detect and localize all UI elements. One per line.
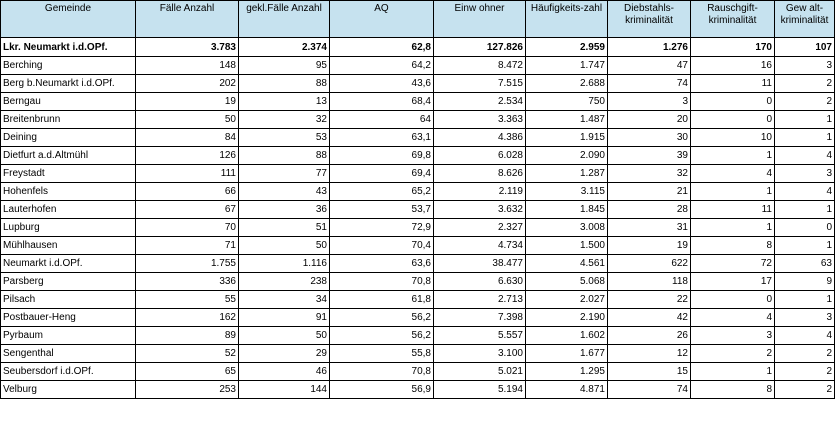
value-cell: 1.845 [526,201,608,219]
value-cell: 8.472 [434,57,526,75]
value-cell: 69,4 [330,165,434,183]
value-cell: 2.027 [526,291,608,309]
value-cell: 1.755 [136,255,239,273]
value-cell: 72,9 [330,219,434,237]
gemeinde-cell: Deining [1,129,136,147]
value-cell: 1.487 [526,111,608,129]
table-row [1,111,835,129]
value-cell: 63,6 [330,255,434,273]
value-cell: 2.959 [526,38,608,57]
value-cell: 202 [136,75,239,93]
table-row [1,309,835,327]
table-row [1,57,835,75]
value-cell: 72 [691,255,775,273]
value-cell: 51 [239,219,330,237]
table-row [1,327,835,345]
header-einwohner: Einw ohner [434,1,526,38]
value-cell: 3 [775,309,835,327]
value-cell: 21 [608,183,691,201]
value-cell: 2.119 [434,183,526,201]
table-row [1,201,835,219]
value-cell: 30 [608,129,691,147]
value-cell: 3.100 [434,345,526,363]
value-cell: 1.276 [608,38,691,57]
table-row [1,345,835,363]
value-cell: 3 [775,165,835,183]
value-cell: 70,8 [330,363,434,381]
value-cell: 43 [239,183,330,201]
value-cell: 77 [239,165,330,183]
value-cell: 4 [775,183,835,201]
gemeinde-cell: Lupburg [1,219,136,237]
value-cell: 89 [136,327,239,345]
value-cell: 2 [775,93,835,111]
value-cell: 5.021 [434,363,526,381]
value-cell: 1 [691,183,775,201]
value-cell: 1.500 [526,237,608,255]
value-cell: 3.115 [526,183,608,201]
value-cell: 1.116 [239,255,330,273]
value-cell: 3 [691,327,775,345]
header-rauschgiftkriminalitaet: Rauschgift-kriminalität [691,1,775,38]
value-cell: 107 [775,38,835,57]
value-cell: 63,1 [330,129,434,147]
gemeinde-cell: Dietfurt a.d.Altmühl [1,147,136,165]
value-cell: 2.534 [434,93,526,111]
value-cell: 2.713 [434,291,526,309]
table-row [1,219,835,237]
value-cell: 750 [526,93,608,111]
table-row [1,237,835,255]
value-cell: 56,2 [330,327,434,345]
gemeinde-cell: Freystadt [1,165,136,183]
value-cell: 34 [239,291,330,309]
value-cell: 42 [608,309,691,327]
value-cell: 111 [136,165,239,183]
value-cell: 66 [136,183,239,201]
header-haeufigkeitszahl: Häufigkeits-zahl [526,1,608,38]
value-cell: 1.747 [526,57,608,75]
value-cell: 336 [136,273,239,291]
value-cell: 3.632 [434,201,526,219]
header-row [1,1,835,38]
table-row [1,363,835,381]
value-cell: 1 [775,111,835,129]
value-cell: 70,4 [330,237,434,255]
value-cell: 7.515 [434,75,526,93]
value-cell: 64 [330,111,434,129]
value-cell: 95 [239,57,330,75]
table-row [1,381,835,399]
value-cell: 10 [691,129,775,147]
value-cell: 36 [239,201,330,219]
value-cell: 1 [775,237,835,255]
value-cell: 31 [608,219,691,237]
value-cell: 3 [608,93,691,111]
value-cell: 65 [136,363,239,381]
value-cell: 4 [691,165,775,183]
value-cell: 62,8 [330,38,434,57]
value-cell: 32 [239,111,330,129]
value-cell: 88 [239,75,330,93]
value-cell: 2 [775,75,835,93]
value-cell: 4.871 [526,381,608,399]
gemeinde-cell: Breitenbrunn [1,111,136,129]
value-cell: 50 [239,237,330,255]
value-cell: 1.287 [526,165,608,183]
value-cell: 65,2 [330,183,434,201]
value-cell: 46 [239,363,330,381]
value-cell: 9 [775,273,835,291]
value-cell: 55 [136,291,239,309]
value-cell: 2 [775,363,835,381]
value-cell: 29 [239,345,330,363]
value-cell: 1 [691,147,775,165]
gemeinde-cell: Parsberg [1,273,136,291]
value-cell: 170 [691,38,775,57]
gemeinde-cell: Berngau [1,93,136,111]
value-cell: 162 [136,309,239,327]
table-row [1,183,835,201]
value-cell: 8 [691,237,775,255]
header-gekl-faelle-anzahl: gekl.Fälle Anzahl [239,1,330,38]
table-row [1,147,835,165]
value-cell: 0 [691,93,775,111]
value-cell: 4.386 [434,129,526,147]
header-faelle-anzahl: Fälle Anzahl [136,1,239,38]
gemeinde-cell: Lkr. Neumarkt i.d.OPf. [1,38,136,57]
header-gemeinde: Gemeinde [1,1,136,38]
value-cell: 67 [136,201,239,219]
value-cell: 0 [691,111,775,129]
value-cell: 5.068 [526,273,608,291]
value-cell: 1 [775,129,835,147]
value-cell: 91 [239,309,330,327]
value-cell: 88 [239,147,330,165]
table-row-total [1,38,835,57]
value-cell: 2 [691,345,775,363]
gemeinde-cell: Lauterhofen [1,201,136,219]
value-cell: 68,4 [330,93,434,111]
value-cell: 2 [775,345,835,363]
gemeinde-cell: Velburg [1,381,136,399]
value-cell: 7.398 [434,309,526,327]
value-cell: 3.783 [136,38,239,57]
value-cell: 26 [608,327,691,345]
value-cell: 0 [691,291,775,309]
value-cell: 126 [136,147,239,165]
header-gewaltkriminalitaet: Gew alt-kriminalität [775,1,835,38]
table-row [1,129,835,147]
value-cell: 127.826 [434,38,526,57]
value-cell: 4.561 [526,255,608,273]
value-cell: 61,8 [330,291,434,309]
value-cell: 253 [136,381,239,399]
value-cell: 622 [608,255,691,273]
value-cell: 12 [608,345,691,363]
value-cell: 2 [775,381,835,399]
value-cell: 238 [239,273,330,291]
value-cell: 84 [136,129,239,147]
value-cell: 47 [608,57,691,75]
table-row [1,291,835,309]
value-cell: 3.008 [526,219,608,237]
gemeinde-cell: Hohenfels [1,183,136,201]
value-cell: 11 [691,201,775,219]
value-cell: 64,2 [330,57,434,75]
value-cell: 53,7 [330,201,434,219]
value-cell: 43,6 [330,75,434,93]
value-cell: 2.090 [526,147,608,165]
value-cell: 4.734 [434,237,526,255]
value-cell: 74 [608,381,691,399]
value-cell: 1 [691,363,775,381]
value-cell: 144 [239,381,330,399]
table-row [1,273,835,291]
value-cell: 1 [775,201,835,219]
value-cell: 2.374 [239,38,330,57]
gemeinde-cell: Neumarkt i.d.OPf. [1,255,136,273]
value-cell: 6.028 [434,147,526,165]
value-cell: 1 [775,291,835,309]
value-cell: 20 [608,111,691,129]
value-cell: 56,2 [330,309,434,327]
value-cell: 56,9 [330,381,434,399]
gemeinde-cell: Seubersdorf i.d.OPf. [1,363,136,381]
value-cell: 17 [691,273,775,291]
value-cell: 3 [775,57,835,75]
value-cell: 50 [136,111,239,129]
value-cell: 32 [608,165,691,183]
gemeinde-cell: Pyrbaum [1,327,136,345]
value-cell: 74 [608,75,691,93]
header-diebstahlskriminalitaet: Diebstahls-kriminalität [608,1,691,38]
value-cell: 1.295 [526,363,608,381]
value-cell: 2.190 [526,309,608,327]
value-cell: 70,8 [330,273,434,291]
gemeinde-cell: Berg b.Neumarkt i.d.OPf. [1,75,136,93]
value-cell: 1.915 [526,129,608,147]
value-cell: 19 [136,93,239,111]
value-cell: 3.363 [434,111,526,129]
value-cell: 148 [136,57,239,75]
value-cell: 4 [691,309,775,327]
value-cell: 13 [239,93,330,111]
value-cell: 8.626 [434,165,526,183]
value-cell: 53 [239,129,330,147]
value-cell: 16 [691,57,775,75]
value-cell: 1.677 [526,345,608,363]
value-cell: 1 [691,219,775,237]
table-body [1,38,835,399]
value-cell: 1.602 [526,327,608,345]
value-cell: 2.688 [526,75,608,93]
value-cell: 22 [608,291,691,309]
value-cell: 55,8 [330,345,434,363]
value-cell: 69,8 [330,147,434,165]
value-cell: 50 [239,327,330,345]
header-aq: AQ [330,1,434,38]
value-cell: 4 [775,147,835,165]
gemeinde-cell: Postbauer-Heng [1,309,136,327]
gemeinde-cell: Mühlhausen [1,237,136,255]
gemeinde-cell: Berching [1,57,136,75]
value-cell: 15 [608,363,691,381]
gemeinde-cell: Pilsach [1,291,136,309]
value-cell: 28 [608,201,691,219]
table-row [1,255,835,273]
value-cell: 0 [775,219,835,237]
value-cell: 4 [775,327,835,345]
value-cell: 5.194 [434,381,526,399]
value-cell: 11 [691,75,775,93]
value-cell: 63 [775,255,835,273]
value-cell: 71 [136,237,239,255]
table-header [1,1,835,38]
value-cell: 39 [608,147,691,165]
value-cell: 38.477 [434,255,526,273]
value-cell: 118 [608,273,691,291]
table-row [1,93,835,111]
value-cell: 52 [136,345,239,363]
gemeinde-cell: Sengenthal [1,345,136,363]
table-row [1,165,835,183]
value-cell: 8 [691,381,775,399]
value-cell: 70 [136,219,239,237]
table-row [1,75,835,93]
value-cell: 6.630 [434,273,526,291]
value-cell: 5.557 [434,327,526,345]
value-cell: 2.327 [434,219,526,237]
value-cell: 19 [608,237,691,255]
